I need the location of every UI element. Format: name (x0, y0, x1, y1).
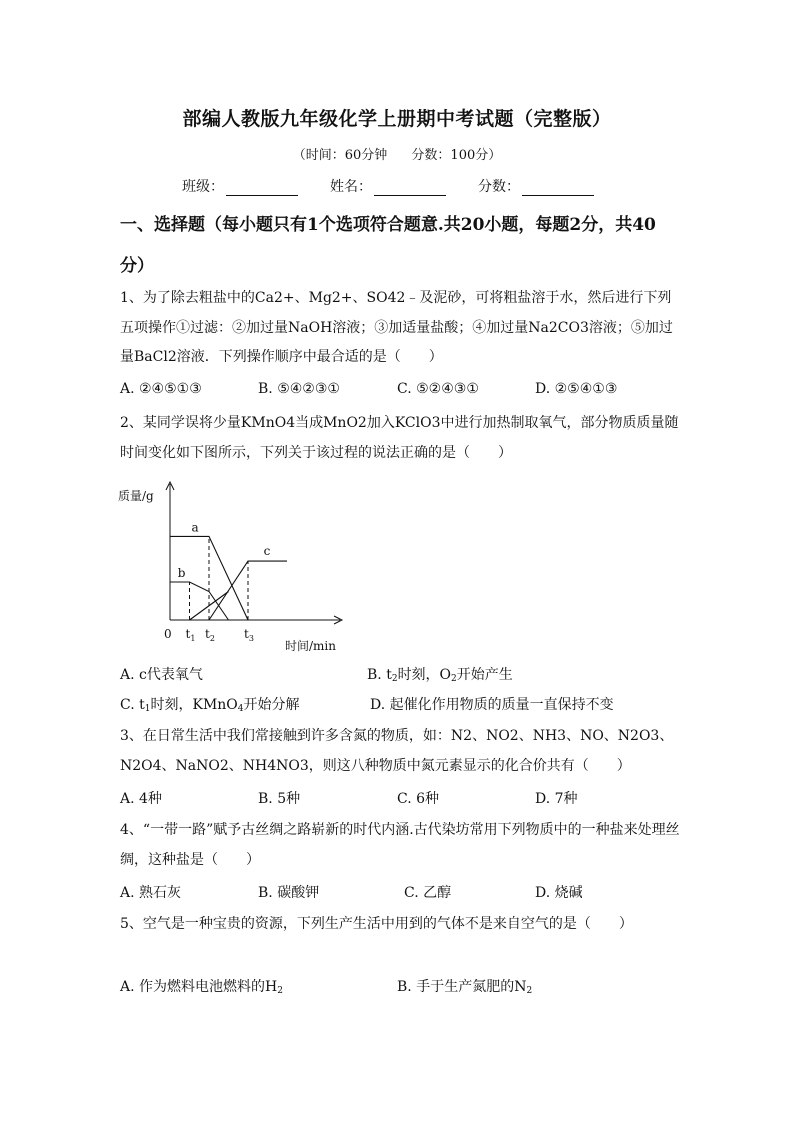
option-a-pre: A. 作为燃料电池燃料的H (120, 979, 278, 995)
option-a[interactable]: A. 熟石灰 (120, 885, 182, 901)
student-info-row (182, 176, 626, 196)
option-a[interactable] (120, 976, 283, 996)
option-c[interactable] (120, 694, 300, 714)
x-tick-sub-2: 2 (209, 634, 215, 643)
option-b[interactable]: B. 碳酸钾 (258, 885, 320, 901)
question-3-text: 3、在日常生活中我们常接触到许多含氮的物质，如：N2、NO2、NH3、NO、N2O3、N2O4、NaNO2、NH4NO3，则这八种物质中氮元素显示的化合价共有（ ） (120, 728, 674, 774)
question-4-text: 4、“一带一路”赋予古丝绸之路崭新的时代内涵.古代染坊常用下列物质中的一种盐来处理丝绸，这种盐是（ ） (120, 822, 680, 868)
option-d[interactable]: D. 7种 (535, 791, 578, 807)
option-c-post: 开始分解 (243, 697, 300, 713)
series-line-b (170, 582, 229, 620)
x-tick-label-1: $t_1$ (185, 627, 196, 643)
class-field[interactable] (182, 176, 298, 196)
chart-origin: 0 (164, 627, 172, 641)
section-heading: 一、选择题（每小题只有1个选项符合题意.共20小题，每题2分，共40分） (120, 215, 656, 276)
question-5-text: 5、空气是一种宝贵的资源，下列生产生活中用到的气体不是来自空气的是（ ） (120, 916, 633, 932)
exam-meta (0, 144, 794, 163)
option-d[interactable]: D. 烧碱 (535, 885, 583, 901)
option-c-pre: C. t (120, 697, 145, 713)
option-c[interactable]: C. 乙醇 (404, 885, 452, 901)
x-tick-label-2: $t_2$ (205, 627, 215, 643)
option-a-sub: 2 (277, 986, 283, 996)
option-b[interactable]: B. 5种 (258, 791, 301, 807)
score-blank[interactable] (522, 180, 594, 196)
option-b-sub: 2 (391, 674, 398, 684)
class-blank[interactable] (226, 180, 298, 196)
option-d[interactable]: D. 起催化作用物质的质量一直保持不变 (370, 697, 614, 713)
x-tick-sub-1: 1 (190, 634, 196, 643)
chart-ylabel: 质量/g (118, 489, 154, 503)
option-a[interactable]: A. ②④⑤①③ (120, 381, 202, 397)
option-b-pre: B. t (367, 667, 392, 683)
chart-xlabel: 时间/min (285, 639, 336, 653)
option-c-sub2: 4 (237, 704, 244, 714)
option-b-sub2: 2 (451, 674, 457, 684)
series-label-c: c (263, 544, 271, 559)
option-c-mid: 时刻，KMnO (150, 697, 238, 713)
option-b[interactable]: B. ⑤④②③① (258, 381, 340, 397)
name-label: 姓名： (330, 179, 372, 195)
series-label-a: a (191, 520, 199, 535)
option-b-post: 开始产生 (456, 667, 513, 683)
question-2-text: 2、某同学误将少量KMnO4当成MnO2加入KClO3中进行加热制取氧气，部分物质质量随时间变化如下图所示，下列关于该过程的说法正确的是（ ） (120, 415, 679, 461)
option-c[interactable]: C. 6种 (397, 791, 440, 807)
option-d[interactable]: D. ②⑤④①③ (535, 381, 618, 397)
class-label: 班级： (182, 179, 224, 195)
option-b-mid: 时刻，O (397, 667, 452, 683)
x-tick-label-3: $t_3$ (244, 627, 254, 643)
option-b-pre: B. 手于生产氮肥的N (397, 979, 527, 995)
score-field[interactable] (478, 176, 594, 196)
option-a[interactable]: A. 4种 (120, 791, 162, 807)
question-1-text: 1、为了除去粗盐中的Ca2+、Mg2+、SO42﹣及泥砂，可将粗盐溶于水，然后进行下列五项操作①过滤：②加过量NaOH溶液；③加适量盐酸；④加过量Na2CO3溶液；⑤加过量BaCl2溶液．下列操作顺序中最合适的是（ ） (120, 290, 673, 365)
option-c[interactable]: C. ⑤②④③① (397, 381, 479, 397)
exam-time: （时间：60分钟 (292, 148, 388, 163)
name-blank[interactable] (374, 180, 446, 196)
option-b-sub: 2 (526, 986, 533, 996)
option-b[interactable] (367, 664, 513, 684)
name-field[interactable] (330, 176, 446, 196)
option-c-sub: 1 (144, 704, 151, 714)
page-title: 部编人教版九年级化学上册期中考试题（完整版） (182, 108, 612, 130)
option-b[interactable] (397, 976, 532, 996)
x-tick-sub-3: 3 (248, 634, 254, 643)
exam-score: 分数：100分） (411, 148, 502, 163)
mass-time-chart (115, 476, 355, 654)
score-label: 分数： (478, 179, 520, 195)
series-label-b: b (177, 566, 186, 580)
option-a[interactable]: A. c代表氧气 (120, 667, 203, 683)
